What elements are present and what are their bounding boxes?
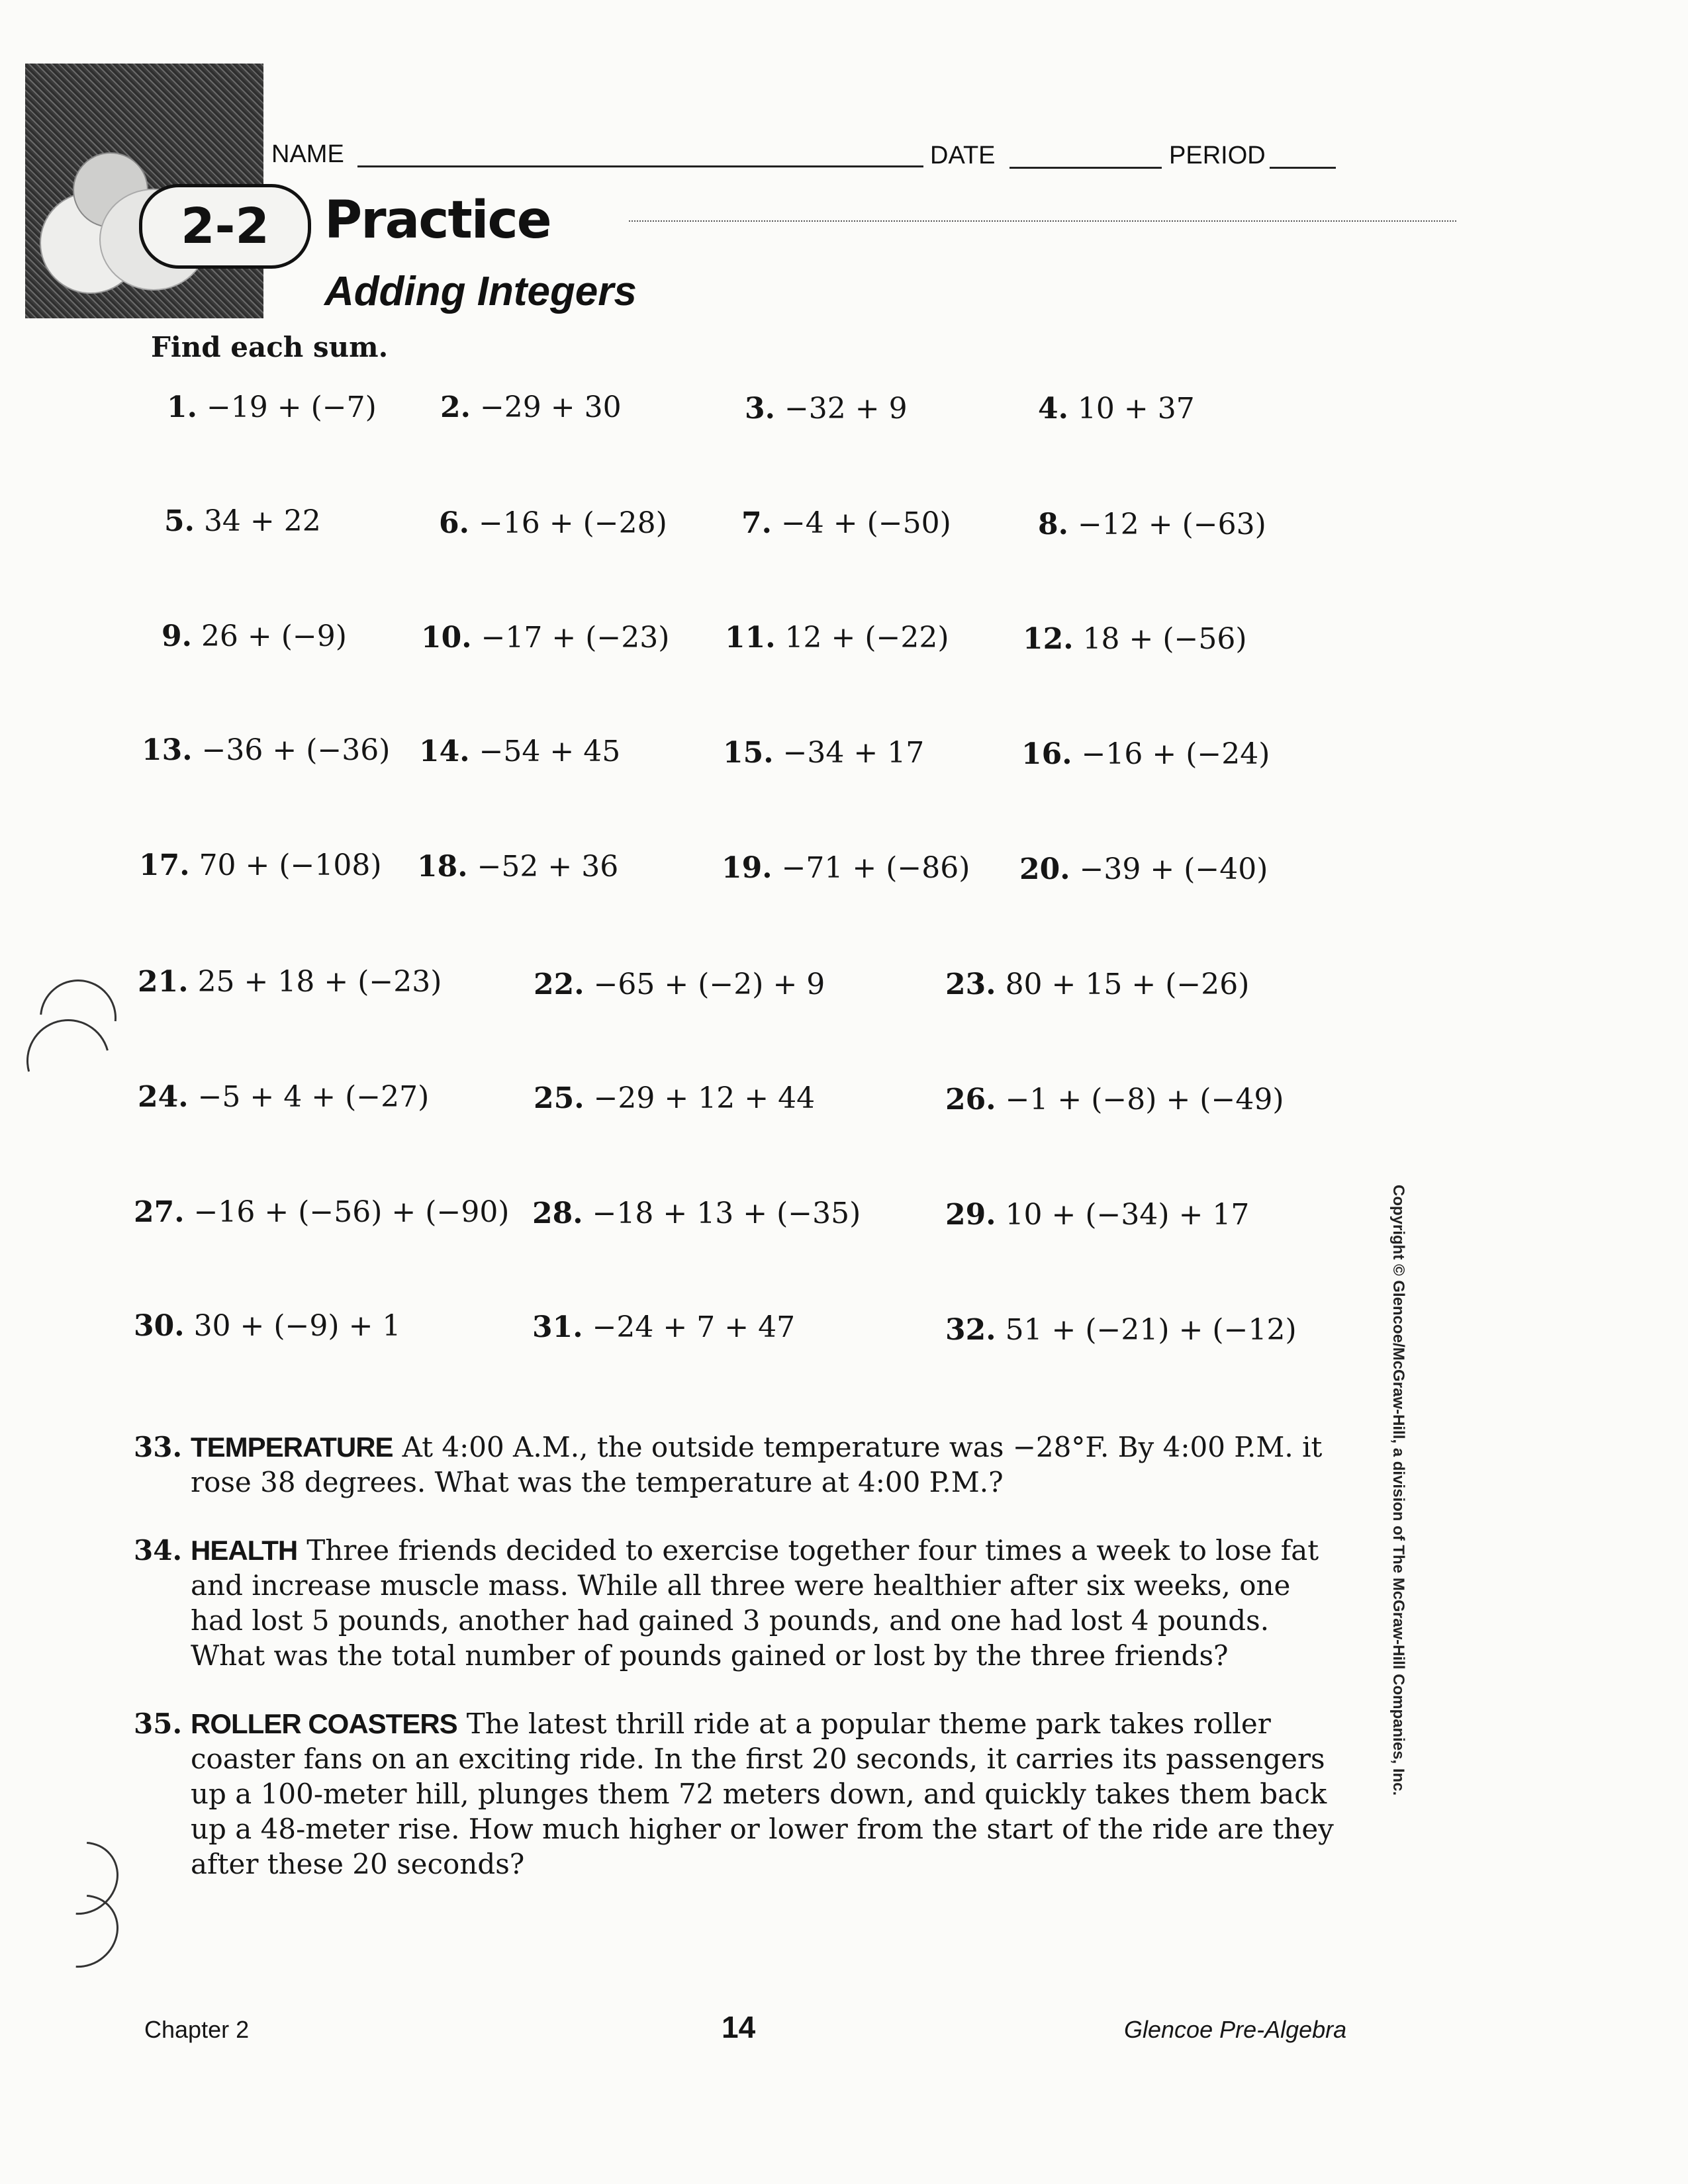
- period-field[interactable]: [1270, 167, 1336, 169]
- word-problem: 34. HEALTH Three friends decided to exercise together four times a week to lose fat and increase muscle mass. While all three were healthier after six weeks, one had lost 5 pounds, another had gained 3 pounds, and one had lost 4 pounds. What was the total number of pounds gained or lost by the three friends?: [134, 1534, 1319, 1672]
- problem: 5. 34 + 22: [164, 504, 321, 538]
- problem: 12. 18 + (−56): [1023, 622, 1247, 656]
- problem: 2. −29 + 30: [440, 390, 622, 424]
- binder-hole-icon: [30, 1880, 134, 1983]
- problem: 14. −54 + 45: [419, 735, 621, 768]
- problem: 28. −18 + 13 + (−35): [532, 1197, 861, 1230]
- footer-chapter: Chapter 2: [144, 2016, 250, 2043]
- problem: 7. −4 + (−50): [741, 506, 951, 540]
- page-title: Practice: [324, 191, 551, 250]
- problem: 27. −16 + (−56) + (−90): [134, 1195, 510, 1229]
- problem: 6. −16 + (−28): [439, 506, 667, 540]
- instructions: Find each sum.: [151, 331, 389, 363]
- date-field[interactable]: [1009, 167, 1162, 169]
- problem: 23. 80 + 15 + (−26): [945, 968, 1250, 1001]
- period-label: PERIOD: [1169, 142, 1266, 169]
- problem: 21. 25 + 18 + (−23): [138, 965, 442, 999]
- problem: 32. 51 + (−21) + (−12): [945, 1313, 1297, 1347]
- problem: 22. −65 + (−2) + 9: [534, 968, 825, 1001]
- problem: 29. 10 + (−34) + 17: [945, 1198, 1250, 1232]
- problem: 11. 12 + (−22): [725, 621, 949, 655]
- problem: 19. −71 + (−86): [722, 851, 970, 885]
- problem: 24. −5 + 4 + (−27): [138, 1080, 430, 1114]
- problem: 9. 26 + (−9): [162, 619, 347, 653]
- problem: 18. −52 + 36: [417, 850, 619, 884]
- footer-book-title: Glencoe Pre-Algebra: [1124, 2016, 1347, 2043]
- page-subtitle: Adding Integers: [324, 269, 637, 314]
- date-label: DATE: [930, 142, 996, 169]
- problem: 8. −12 + (−63): [1038, 508, 1266, 541]
- problem: 31. −24 + 7 + 47: [532, 1310, 796, 1344]
- lesson-number-badge: 2-2: [139, 184, 311, 269]
- problem: 17. 70 + (−108): [139, 848, 382, 882]
- problem: 1. −19 + (−7): [167, 390, 377, 424]
- problem: 26. −1 + (−8) + (−49): [945, 1083, 1284, 1116]
- problem: 4. 10 + 37: [1038, 392, 1195, 426]
- problem: 20. −39 + (−40): [1019, 852, 1268, 886]
- problem: 30. 30 + (−9) + 1: [134, 1309, 401, 1343]
- problem: 10. −17 + (−23): [421, 621, 670, 655]
- problem: 25. −29 + 12 + 44: [534, 1081, 816, 1115]
- problem: 15. −34 + 17: [723, 736, 925, 770]
- word-problem: 33. TEMPERATURE At 4:00 A.M., the outside temperature was −28°F. By 4:00 P.M. it rose 38 degrees. What was the temperature at 4:00 P.M.?: [134, 1431, 1323, 1498]
- copyright-notice: Copyright © Glencoe/McGraw-Hill, a division of The McGraw-Hill Companies, Inc.: [1389, 1185, 1407, 1796]
- word-problem: 35. ROLLER COASTERS The latest thrill ride at a popular theme park takes roller coaster fans on an exciting ride. In the first 20 seconds, it carries its passengers up a 100-meter hill, plunges them 72 meters down, and quickly takes them back up a 48-meter rise. How much higher or lower from the start of the ride are they after these 20 seconds?: [134, 1707, 1334, 1880]
- name-label: NAME: [271, 140, 344, 168]
- page-number: 14: [722, 2010, 756, 2044]
- problem: 16. −16 + (−24): [1021, 737, 1270, 771]
- name-field[interactable]: [357, 165, 923, 167]
- header-rule: [629, 220, 1456, 222]
- problem: 13. −36 + (−36): [142, 733, 391, 767]
- problem: 3. −32 + 9: [745, 392, 908, 426]
